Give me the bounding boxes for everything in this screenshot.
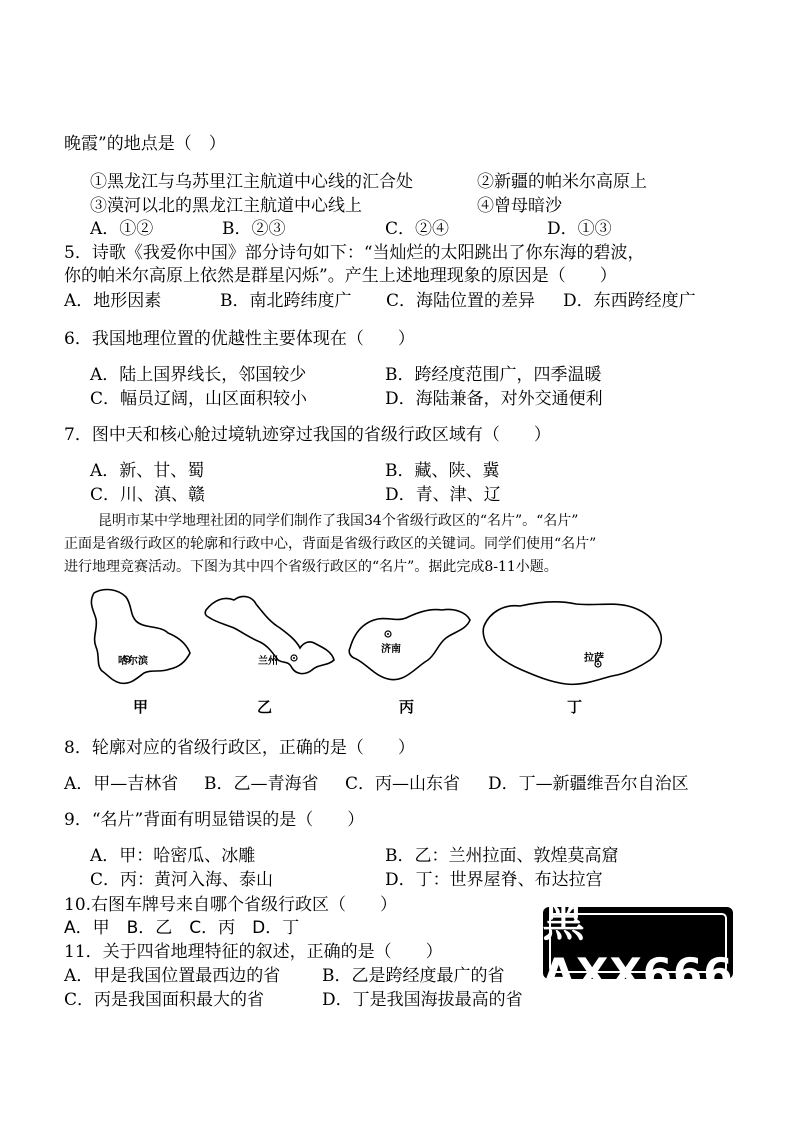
license-plate: [542, 896, 734, 998]
q8-choice-a: A．甲—吉林省: [64, 774, 179, 794]
q7-choice-d: D．青、津、辽: [385, 485, 501, 505]
q4-choice-a: A．①②: [90, 219, 154, 239]
q7-choice-b: B．藏、陕、冀: [385, 461, 500, 481]
q6-choice-a: A．陆上国界线长，邻国较少: [90, 365, 307, 385]
map-yi-city: 兰州: [258, 656, 278, 667]
q11-choice-b: B．乙是跨经度最广的省: [322, 966, 505, 986]
q4-choice-d: D．①③: [547, 219, 612, 239]
license-plate-number: 黑AXX666: [542, 896, 734, 998]
q5-choice-c: C．海陆位置的差异: [386, 291, 536, 311]
map-yi-tag: 乙: [257, 698, 273, 716]
q10-choices: A．甲 B．乙 C．丙 D．丁: [64, 918, 300, 938]
q4-option-4: ④曾母暗沙: [477, 196, 562, 216]
q4-option-3: ③漠河以北的黑龙江主航道中心线上: [90, 196, 362, 216]
q5-stem-line2: 你的帕米尔高原上依然是群星闪烁”。产生上述地理现象的原因是（ ）: [64, 266, 617, 286]
q9-choice-a: A．甲：哈密瓜、冰雕: [90, 846, 256, 866]
q5-choice-a: A．地形因素: [64, 291, 162, 311]
map-bing-city: 济南: [381, 644, 401, 655]
q7-choice-c: C．川、滇、赣: [90, 485, 206, 505]
q11-stem: 11．关于四省地理特征的叙述，正确的是（ ）: [64, 942, 443, 962]
map-ding-city: 拉萨: [584, 653, 604, 664]
intro-line1: 昆明市某中学地理社团的同学们制作了我国34个省级行政区的“名片”。“名片”: [98, 513, 579, 529]
q9-choice-d: D．丁：世界屋脊、布达拉宫: [385, 870, 603, 890]
q4-stem-tail: 晚霞”的地点是（ ）: [64, 134, 226, 154]
q11-choice-c: C．丙是我国面积最大的省: [64, 990, 265, 1010]
q9-choice-c: C．丙：黄河入海、泰山: [90, 870, 274, 890]
map-jia-city: 哈尔滨: [118, 656, 148, 667]
q7-choice-a: A．新、甘、蜀: [90, 461, 205, 481]
q4-option-2: ②新疆的帕米尔高原上: [477, 172, 647, 192]
license-plate-border: [542, 896, 734, 998]
q8-choice-c: C．丙—山东省: [345, 774, 461, 794]
map-bing-tag: 丙: [399, 698, 415, 716]
q6-choice-c: C．幅员辽阔，山区面积较小: [90, 389, 308, 409]
q9-choice-b: B．乙：兰州拉面、敦煌莫高窟: [385, 846, 619, 866]
map-jia-tag: 甲: [133, 698, 149, 716]
q4-choice-c: C．②④: [385, 219, 450, 239]
q4-option-1: ①黑龙江与乌苏里江主航道中心线的汇合处: [90, 172, 413, 192]
map-ding-tag: 丁: [567, 698, 583, 716]
map-bing-outline: [346, 600, 474, 685]
q8-choice-d: D．丁—新疆维吾尔自治区: [488, 774, 689, 794]
q6-choice-d: D．海陆兼备，对外交通便利: [385, 389, 603, 409]
q10-stem: 10.右图车牌号来自哪个省级行政区（ ）: [64, 895, 398, 915]
q5-stem-line1: 5．诗歌《我爱你中国》部分诗句如下：“当灿烂的太阳跳出了你东海的碧波，: [64, 243, 645, 263]
q4-choice-b: B．②③: [222, 219, 286, 239]
q8-choice-b: B．乙—青海省: [204, 774, 319, 794]
q11-choice-a: A．甲是我国位置最西边的省: [64, 966, 281, 986]
q6-stem: 6．我国地理位置的优越性主要体现在（ ）: [64, 329, 415, 349]
q5-choice-d: D．东西跨经度广: [563, 291, 696, 311]
q9-stem: 9．“名片”背面有明显错误的是（ ）: [64, 810, 365, 830]
q6-choice-b: B．跨经度范围广，四季温暖: [385, 365, 602, 385]
map-ding-outline: [478, 596, 668, 691]
intro-line2: 正面是省级行政区的轮廓和行政中心，背面是省级行政区的关键词。同学们使用“名片”: [64, 536, 597, 552]
q5-choice-b: B．南北跨纬度广: [220, 291, 352, 311]
intro-line3: 进行地理竞赛活动。下图为其中四个省级行政区的“名片”。据此完成8-11小题。: [64, 559, 558, 575]
q11-choice-d: D．丁是我国海拔最高的省: [322, 990, 523, 1010]
q8-stem: 8．轮廓对应的省级行政区，正确的是（ ）: [64, 738, 415, 758]
map-jia-outline: [86, 585, 198, 690]
q7-stem: 7．图中天和核心舱过境轨迹穿过我国的省级行政区域有（ ）: [64, 425, 551, 445]
